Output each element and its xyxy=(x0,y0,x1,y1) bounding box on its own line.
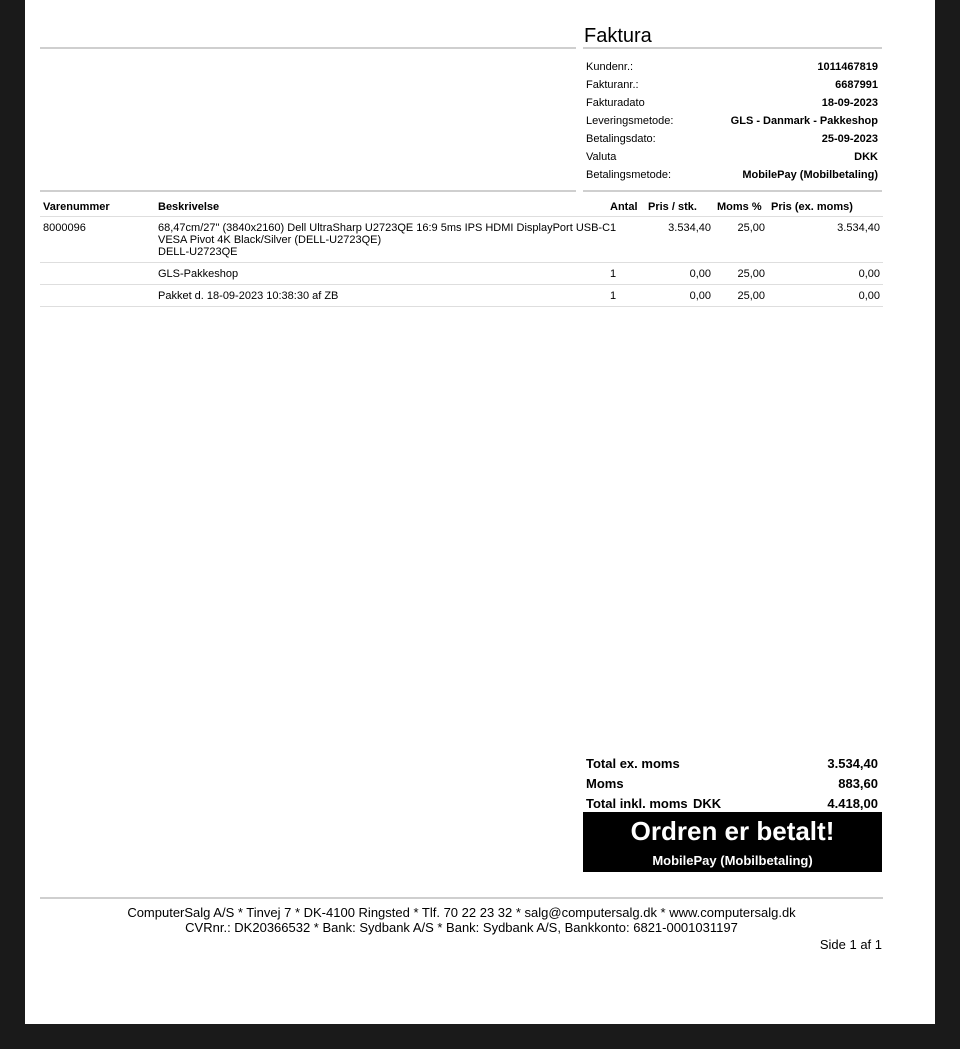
meta-row-invoice-date: Fakturadato 18-09-2023 xyxy=(586,97,878,109)
item-vat-pct: 25,00 xyxy=(737,290,765,302)
item-vat-pct: 25,00 xyxy=(737,268,765,280)
col-pris-ex: Pris (ex. moms) xyxy=(771,201,853,213)
row-line xyxy=(40,262,883,263)
meta-row-payment-date: Betalingsdato: 25-09-2023 xyxy=(586,133,878,145)
item-quantity: 1 xyxy=(610,222,617,234)
row-line xyxy=(40,306,883,307)
total-incl-vat-row xyxy=(583,794,881,814)
meta-row-customer: Kundenr.: 1011467819 xyxy=(586,61,878,73)
total-ex-vat-label: Total ex. moms xyxy=(586,756,680,771)
total-ex-vat-row xyxy=(583,754,881,774)
item-price-ex: 0,00 xyxy=(858,290,880,302)
invoice-meta xyxy=(583,58,881,184)
total-incl-vat-label: Total inkl. moms xyxy=(586,796,688,811)
col-moms-pct: Moms % xyxy=(717,201,762,213)
item-quantity: 1 xyxy=(610,268,617,280)
item-description xyxy=(158,222,610,258)
company-footer xyxy=(40,905,883,935)
total-ex-vat-value: 3.534,40 xyxy=(827,756,878,771)
total-incl-vat-value: 4.418,00 xyxy=(827,796,878,811)
item-price-ex: 3.534,40 xyxy=(837,222,880,234)
meta-rule-right xyxy=(583,190,882,192)
item-description: GLS-Pakkeshop xyxy=(158,268,239,280)
item-description-line: VESA Pivot 4K Black/Silver (DELL-U2723QE) xyxy=(158,234,382,246)
header-rule-left xyxy=(40,47,576,49)
meta-row-invoice-no: Fakturanr.: 6687991 xyxy=(586,79,878,91)
header-line xyxy=(40,216,883,217)
col-varenummer: Varenummer xyxy=(43,201,110,213)
col-beskrivelse: Beskrivelse xyxy=(158,201,220,213)
col-antal: Antal xyxy=(610,201,638,213)
col-pris-stk: Pris / stk. xyxy=(648,201,697,213)
item-number: 8000096 xyxy=(43,222,86,234)
paid-headline: Ordren er betalt! xyxy=(630,816,835,846)
vat-label: Moms xyxy=(586,776,624,791)
footer-rule xyxy=(40,897,883,899)
item-unit-price: 0,00 xyxy=(689,290,711,302)
totals-block xyxy=(583,754,881,814)
vat-value: 883,60 xyxy=(838,776,878,791)
item-price-ex: 0,00 xyxy=(858,268,880,280)
paid-banner xyxy=(583,812,882,872)
vat-row xyxy=(583,774,881,794)
paid-method: MobilePay (Mobilbetaling) xyxy=(652,853,813,868)
item-description-line: 68,47cm/27" (3840x2160) Dell UltraSharp U2723QE 16:9 5ms IPS HDMI DisplayPort USB-C xyxy=(158,222,611,234)
footer-line-1: ComputerSalg A/S * Tinvej 7 * DK-4100 Ringsted * Tlf. 70 22 23 32 * salg@computersalg.dk * www.computersalg.dk xyxy=(127,905,796,920)
invoice-page xyxy=(25,0,935,1024)
item-unit-price: 0,00 xyxy=(689,268,711,280)
meta-row-currency: Valuta DKK xyxy=(586,151,878,163)
item-unit-price: 3.534,40 xyxy=(668,222,711,234)
item-description: Pakket d. 18-09-2023 10:38:30 af ZB xyxy=(158,290,339,302)
meta-row-payment-method: Betalingsmetode: MobilePay (Mobilbetaling) xyxy=(586,169,878,181)
meta-row-delivery: Leveringsmetode: GLS - Danmark - Pakkeshop xyxy=(586,115,878,127)
invoice-title: Faktura xyxy=(584,25,652,47)
item-vat-pct: 25,00 xyxy=(737,222,765,234)
total-currency: DKK xyxy=(693,796,722,811)
item-quantity: 1 xyxy=(610,290,617,302)
footer-line-2: CVRnr.: DK20366532 * Bank: Sydbank A/S * Bank: Sydbank A/S, Bankkonto: 6821-0001031197 xyxy=(185,920,738,935)
row-line xyxy=(40,284,883,285)
page-number: Side 1 af 1 xyxy=(819,937,882,952)
item-description-line: DELL-U2723QE xyxy=(158,246,238,258)
meta-rule-left xyxy=(40,190,576,192)
